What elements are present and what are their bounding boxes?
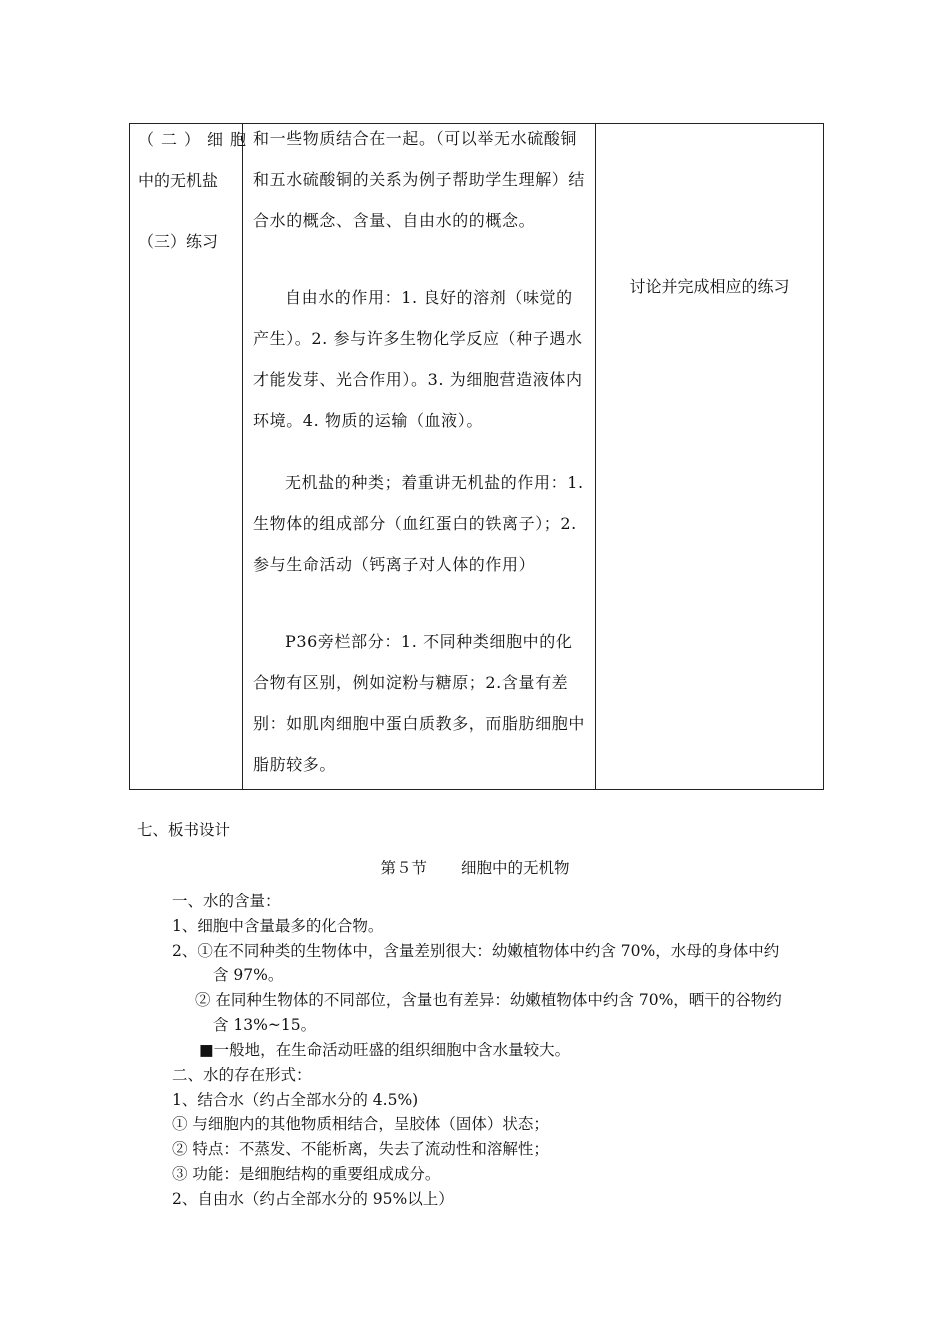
student-activity-text: 讨论并完成相应的练习: [629, 277, 790, 296]
board-title-name: 细胞中的无机物: [461, 859, 570, 877]
teaching-content-column: [243, 124, 596, 789]
board-line: 1、结合水（约占全部水分的 4.5%): [172, 1091, 419, 1109]
board-line: ② 在同种生物体的不同部位，含量也有差异：幼嫩植物体中约含 70%，晒干的谷物约: [195, 991, 782, 1009]
board-line: ③ 功能：是细胞结构的重要组成成分。: [172, 1165, 441, 1183]
board-line: ② 特点：不蒸发、不能析离，失去了流动性和溶解性；: [172, 1140, 549, 1158]
section-label-inorganic-2: 中的无机盐: [138, 171, 219, 190]
board-design-heading: 七、板书设计: [137, 821, 231, 839]
section-label-exercise: （三）练习: [138, 232, 219, 251]
content-paragraph-inorganic-salt: 无机盐的种类；着重讲无机盐的作用：1. 生物体的组成部分（血红蛋白的铁离子）；2. 参与生命活动（钙离子对人体的作用）: [253, 473, 584, 574]
board-line: 二、水的存在形式：: [172, 1066, 312, 1084]
board-line: ■一般地，在生命活动旺盛的组织细胞中含水量较大。: [199, 1041, 571, 1059]
content-paragraph-free-water: 自由水的作用：1. 良好的溶剂（味觉的产生）。2. 参与许多生物化学反应（种子遇水才能发芽、光合作用）。3. 为细胞营造液体内环境。4. 物质的运输（血液）。: [253, 288, 583, 430]
board-line: ① 与细胞内的其他物质相结合，呈胶体（固体）状态；: [172, 1115, 549, 1133]
board-line: 一、水的含量：: [172, 892, 281, 910]
content-paragraph-sidebar-p36: P36旁栏部分：1. 不同种类细胞中的化合物有区别，例如淀粉与糖原；2.含量有差别：如肌肉细胞中蛋白质教多，而脂肪细胞中脂肪较多。: [253, 632, 586, 774]
board-line: 含 13%~15。: [213, 1016, 317, 1034]
board-title-section: 第５节: [380, 859, 427, 877]
content-paragraph-bound-water: 和一些物质结合在一起。（可以举无水硫酸铜和五水硫酸铜的关系为例子帮助学生理解）结合水的概念、含量、自由水的的概念。: [253, 129, 586, 230]
board-line: 1、细胞中含量最多的化合物。: [172, 917, 384, 935]
board-line: 含 97%。: [213, 966, 284, 984]
section-column: [130, 124, 254, 789]
lesson-table: [129, 123, 824, 790]
student-activity-column: [596, 124, 823, 789]
board-line: 2、①在不同种类的生物体中，含量差别很大：幼嫩植物体中约含 70%，水母的身体中约: [172, 942, 780, 960]
board-line: 2、自由水（约占全部水分的 95%以上）: [172, 1190, 454, 1208]
section-label-inorganic-1: （二）细胞: [138, 130, 254, 149]
board-title: [0, 856, 950, 878]
